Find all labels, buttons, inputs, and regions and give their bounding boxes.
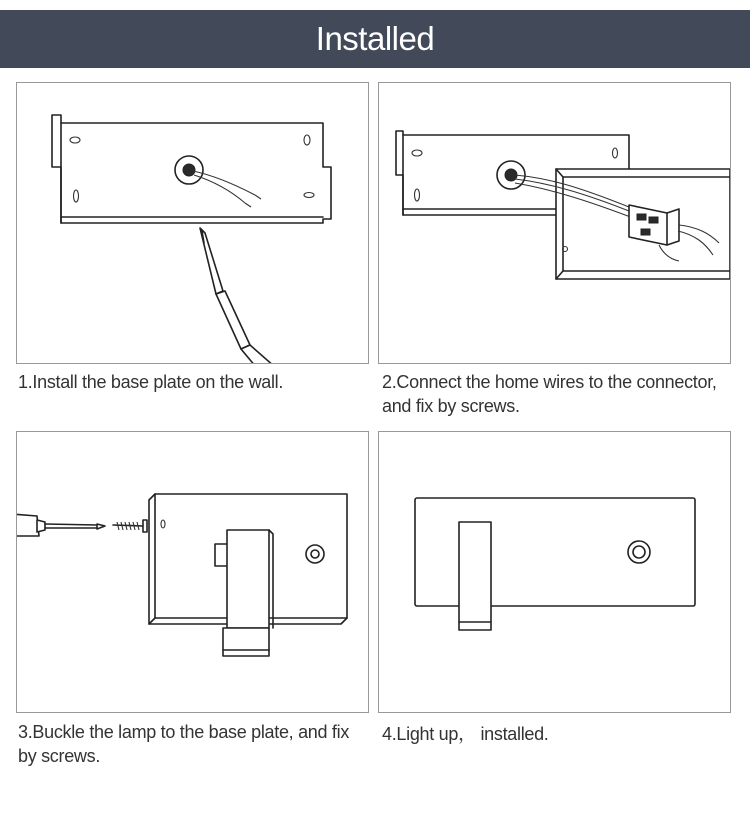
base-plate-icon [52, 115, 331, 223]
step-2-caption: 2.Connect the home wires to the connector, and fix by screws. [382, 372, 717, 416]
step-4-caption: 4.Light up， installed. [382, 724, 549, 744]
step-3-panel [16, 431, 369, 713]
step-3-illustration [17, 432, 368, 712]
page-title: Installed [315, 20, 435, 57]
step-3-caption: 3.Buckle the lamp to the base plate, and fix by screws. [18, 722, 350, 766]
step-2-panel [378, 82, 731, 364]
screwdriver-icon [200, 228, 275, 363]
step-4-panel [378, 431, 731, 713]
step-4-illustration [379, 432, 730, 712]
step-1-caption: 1.Install the base plate on the wall. [18, 372, 284, 392]
step-1-illustration [17, 83, 368, 363]
step-2-illustration [379, 83, 730, 363]
screwdriver-icon [17, 514, 105, 536]
lamp-icon [459, 522, 491, 630]
screw-icon [113, 520, 147, 532]
step-1-panel [16, 82, 369, 364]
base-plate-icon [415, 498, 695, 606]
header-banner [0, 10, 750, 68]
